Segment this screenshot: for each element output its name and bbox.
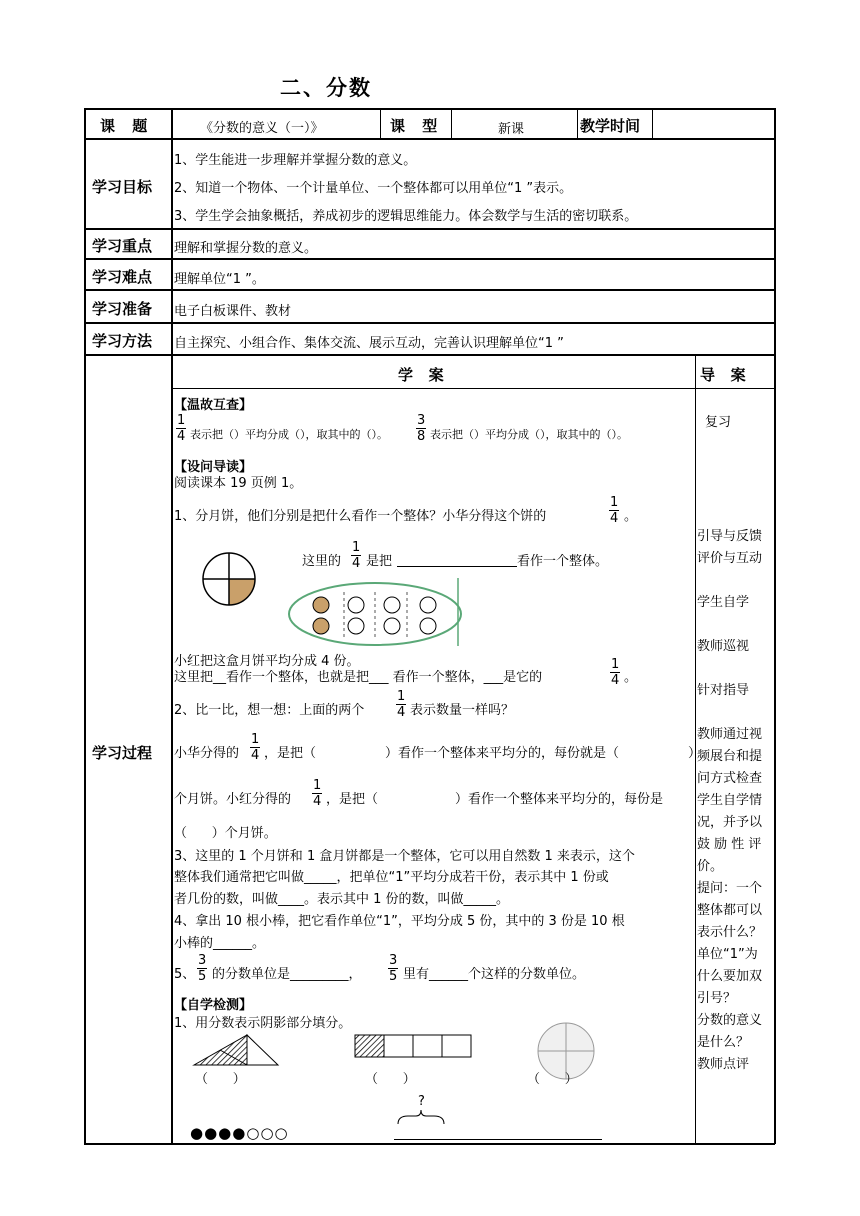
question-3-line-1: 3、这里的 1 个月饼和 1 盒月饼都是一个整体，它可以用自然数 1 来表示，这个: [174, 849, 635, 864]
guide-notes: 引导与反馈 评价与互动 学生自学 教师巡视 针对指导 教师通过视 频展台和提 问方式检查 学生自学情 况，并予以 鼓 励 性 评 价。 提问：一个 整体都可以 表示什么？ 单位“1”为 什么要加双 引号？ 分数的意义 是什么？ 教师点评: [697, 529, 763, 1072]
box-line: 这里把__看作一个整体，也就是把___ 看作一个整体，___是它的: [174, 670, 543, 685]
q2-fraction: $\frac{1}{4}$: [397, 689, 406, 720]
answer-paren-3: （ ）: [527, 1072, 578, 1087]
self-check-q1: 1、用分数表示阴影部分填分。: [174, 1016, 352, 1031]
question-mark: ?: [418, 1094, 425, 1109]
review-text-1: 表示把（）平均分成（），取其中的（）。: [190, 428, 388, 441]
guide-column-header: 导 案: [700, 366, 746, 384]
q5-fraction-1: $\frac{3}{5}$: [198, 953, 207, 984]
box-text: 小红把这盒月饼平均分成 4 份。: [174, 654, 360, 669]
study-column-header: 学 案: [398, 366, 444, 384]
question-3-line-3: 者几份的数，叫做____。表示其中 1 份的数，叫做_____。: [174, 892, 510, 907]
here-fraction: $\frac{1}{4}$: [352, 540, 361, 571]
topic-value: 《分数的意义（一）》: [200, 121, 324, 136]
review-text-2: 表示把（）平均分成（），取其中的（）。: [430, 428, 628, 441]
question-4-line-1: 4、拿出 10 根小棒，把它看作单位“1”，平均分成 5 份，其中的 3 份是 10 根: [174, 914, 625, 929]
q5-fraction-2: $\frac{3}{5}$: [389, 953, 398, 984]
answer-line: [394, 1139, 602, 1140]
goal-item-1: 1、学生能进一步理解并掌握分数的意义。: [174, 153, 417, 168]
question-4-line-2: 小棒的______。: [174, 936, 266, 951]
topic-label: 课 题: [100, 117, 154, 135]
difficulty-value: 理解单位“1 ”。: [174, 272, 265, 287]
guide-heading: 【设问导读】: [174, 460, 253, 475]
type-label: 课 型: [390, 117, 444, 135]
answer-paren-2: （ ）: [365, 1072, 416, 1087]
mooncake-pie-figure: [200, 550, 260, 610]
page-title: 二、分数: [280, 76, 372, 100]
hong-fraction: $\frac{1}{4}$: [313, 778, 322, 809]
method-label: 学习方法: [92, 332, 153, 350]
goal-item-3: 3、学生学会抽象概括，养成初步的逻辑思维能力。体会数学与生活的密切联系。: [174, 209, 638, 224]
here-blank[interactable]: [397, 566, 517, 567]
goals-label: 学习目标: [92, 178, 153, 196]
preparation-value: 电子白板课件、教材: [174, 304, 292, 319]
review-heading: 【温故互查】: [174, 398, 253, 413]
key-points-label: 学习重点: [92, 237, 153, 255]
difficulty-label: 学习难点: [92, 268, 153, 286]
type-value: 新课: [498, 122, 525, 137]
guide-review: 复习: [705, 415, 732, 430]
time-label: 教学时间: [580, 117, 641, 135]
key-points-value: 理解和掌握分数的意义。: [174, 241, 318, 256]
question-2: 2、比一比，想一想：上面的两个: [174, 703, 365, 718]
mooncake-box-figure: [286, 578, 466, 648]
triangle-figure: [192, 1033, 282, 1069]
q1-fraction: $\frac{1}{4}$: [610, 495, 619, 526]
process-label: 学习过程: [92, 744, 153, 762]
review-fraction-1: $\frac{1}{4}$: [177, 413, 186, 444]
method-value: 自主探究、小组合作、集体交流、展示互动，完善认识理解单位“1 ”: [174, 336, 564, 351]
bar-figure: [354, 1034, 474, 1060]
read-text: 阅读课本 19 页例 1。: [174, 476, 303, 491]
preparation-label: 学习准备: [92, 300, 153, 318]
review-fraction-2: $\frac{3}{8}$: [417, 413, 426, 444]
self-check-heading: 【自学检测】: [174, 998, 253, 1013]
hua-fraction: $\frac{1}{4}$: [251, 732, 260, 763]
dots-figure: ●●●●○○○: [190, 1124, 289, 1142]
question-3-line-2: 整体我们通常把它叫做_____，把单位“1”平均分成若干份，表示其中 1 份或: [174, 870, 609, 885]
question-1: 1、分月饼，他们分别是把什么看作一个整体？小华分得这个饼的: [174, 509, 547, 524]
answer-paren-1: （ ）: [195, 1072, 246, 1087]
box-fraction: $\frac{1}{4}$: [611, 657, 620, 688]
brace-figure: [396, 1108, 446, 1126]
goal-item-2: 2、知道一个物体、一个计量单位、一个整体都可以用单位“1 ”表示。: [174, 181, 573, 196]
